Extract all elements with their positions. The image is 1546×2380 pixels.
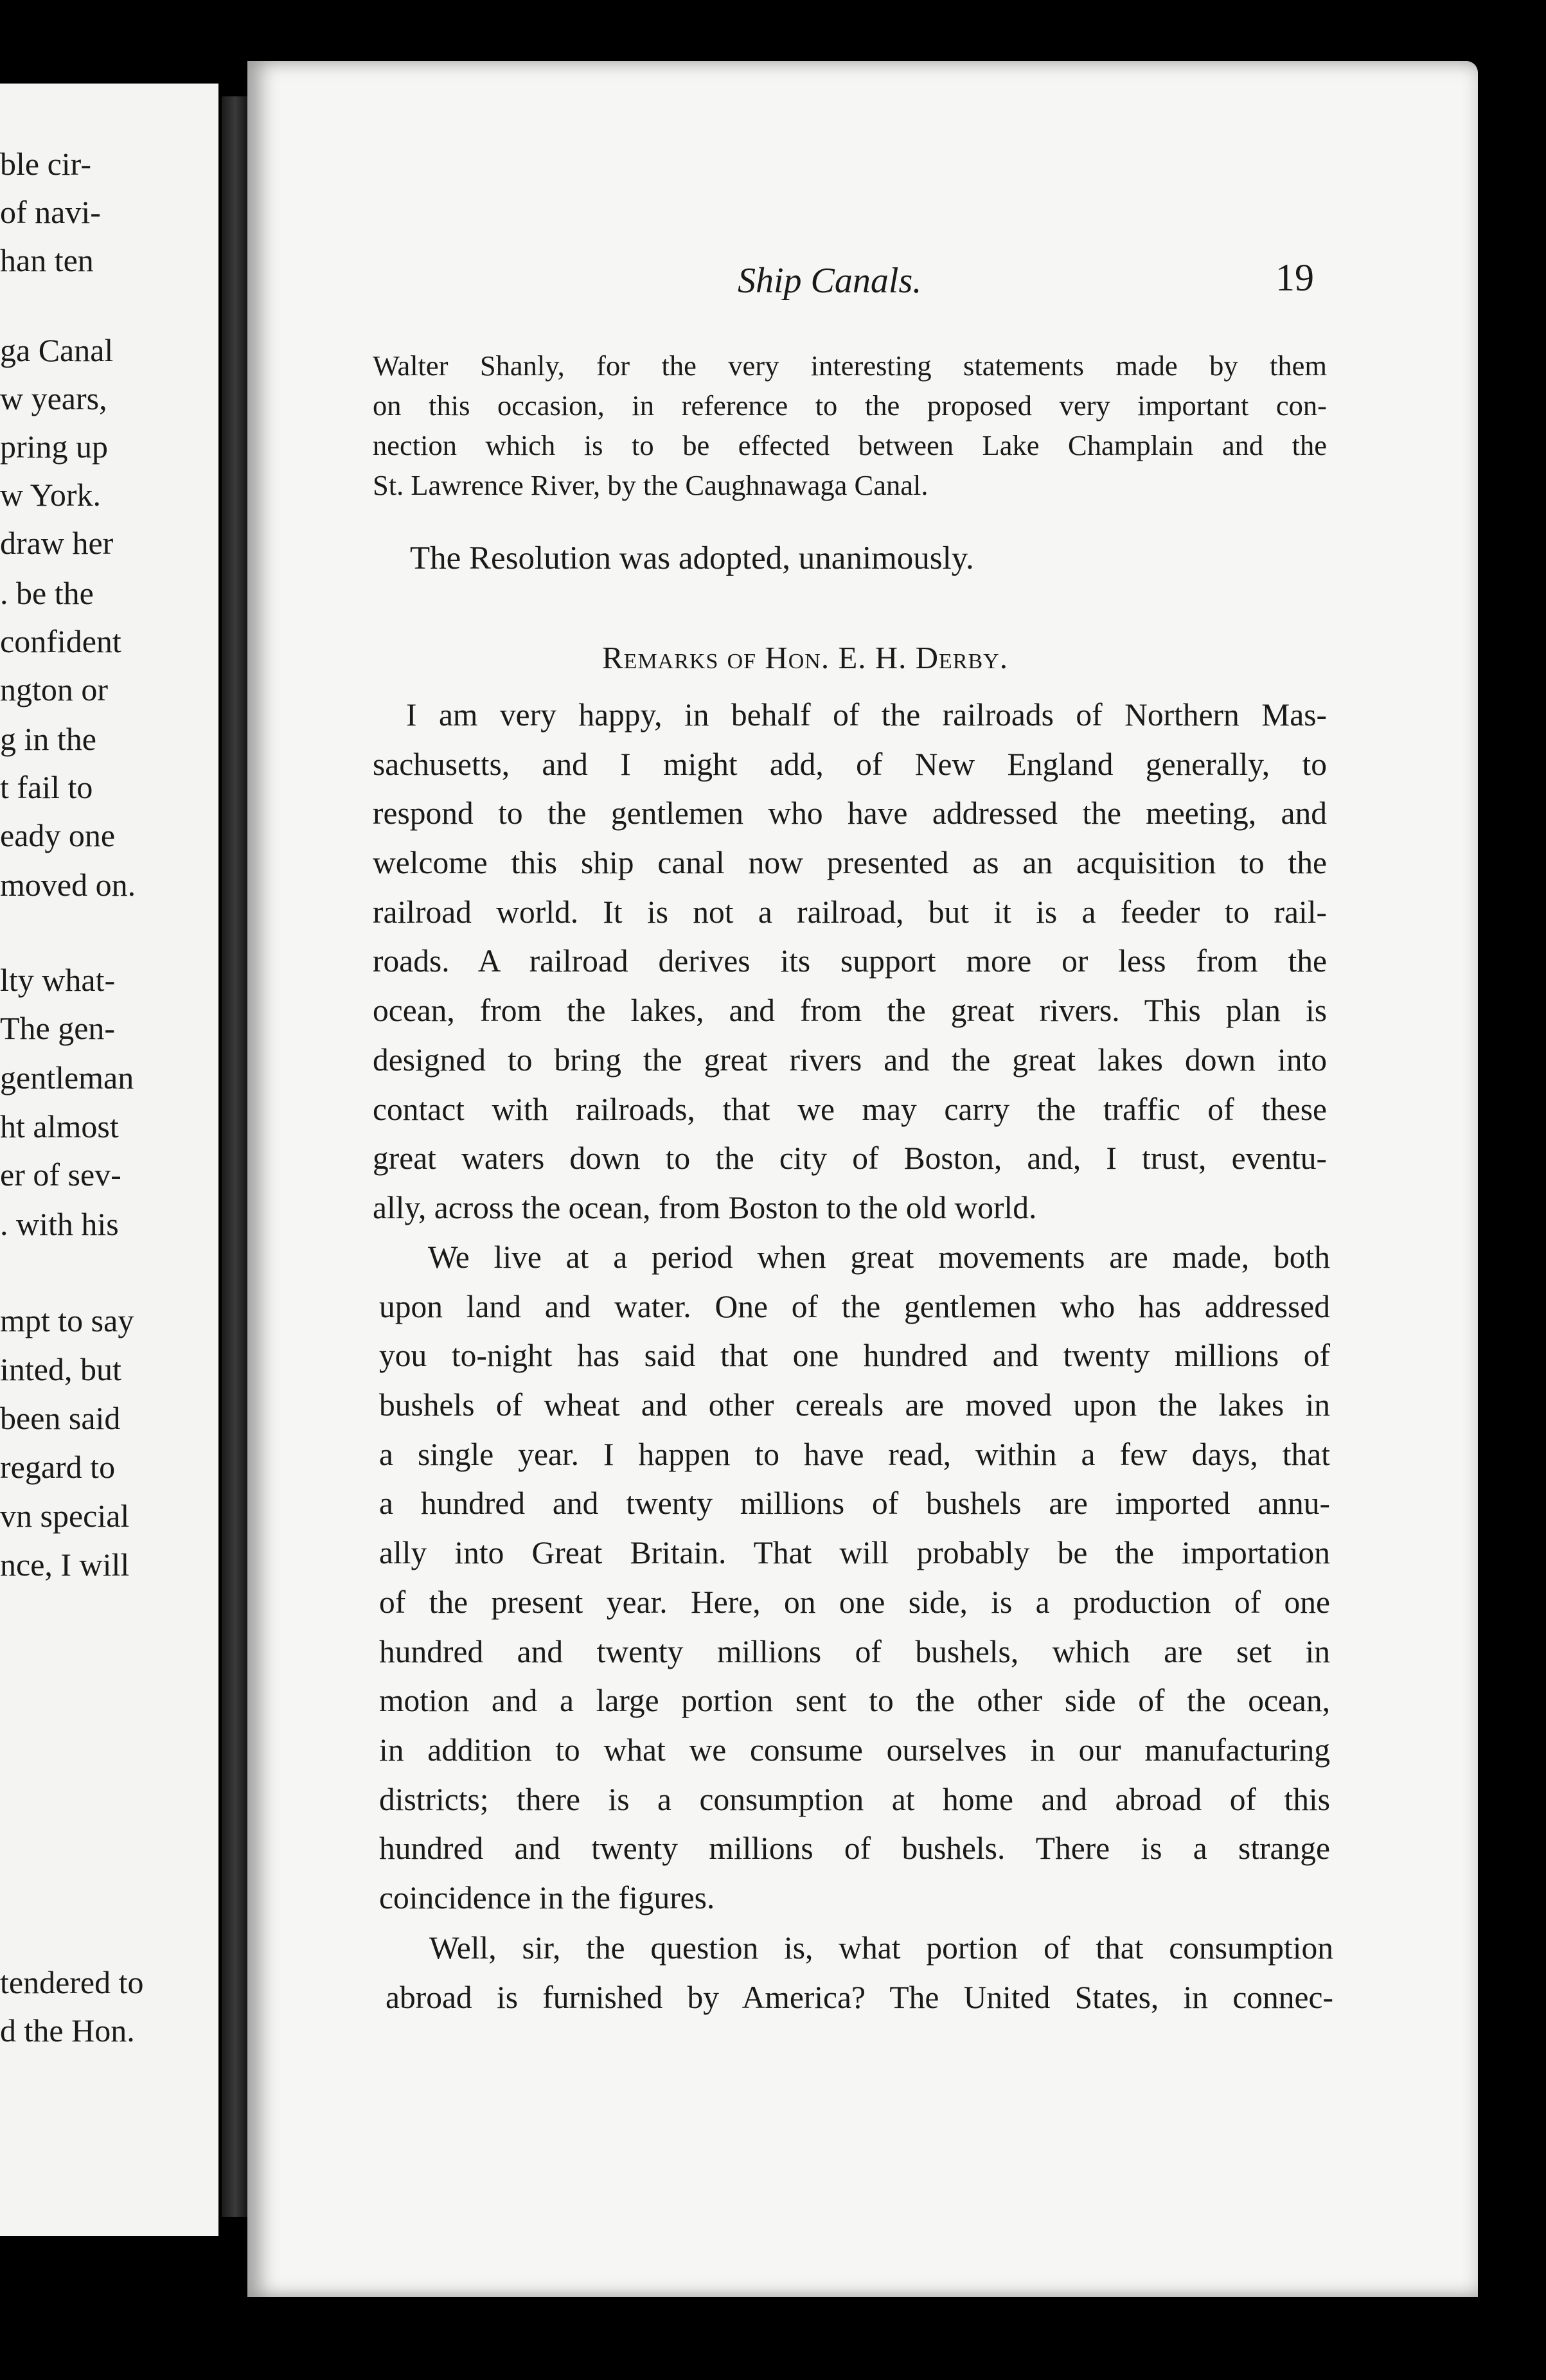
text-line: railroad world. It is not a railroad, but it is a feeder to rail- xyxy=(373,894,1327,930)
text-line: respond to the gentlemen who have addressed the meeting, and xyxy=(373,795,1327,831)
text-line: bushels of wheat and other cereals are moved upon the lakes in xyxy=(379,1387,1330,1423)
text-line: roads. A railroad derives its support more or less from the xyxy=(373,943,1327,979)
paragraph-2 xyxy=(379,1233,1330,1923)
left-page-line: mpt to say xyxy=(0,1302,134,1338)
resolution-statement: The Resolution was adopted, unanimously. xyxy=(410,540,974,576)
text-line: hundred and twenty millions of bushels, which are set in xyxy=(379,1633,1330,1669)
left-page-line: The gen- xyxy=(0,1010,116,1046)
text-line: ally, across the ocean, from Boston to the old world. xyxy=(373,1189,1037,1225)
left-page-line: been said xyxy=(0,1400,121,1436)
text-line: St. Lawrence River, by the Caughnawaga Canal. xyxy=(373,469,928,501)
text-line: Walter Shanly, for the very interesting statements made by them xyxy=(373,350,1327,382)
left-page-line: . be the xyxy=(0,575,94,611)
text-line: districts; there is a consumption at home and abroad of this xyxy=(379,1781,1330,1817)
left-page-line: . with his xyxy=(0,1206,119,1242)
left-page-fragment xyxy=(0,84,218,2236)
page-number: 19 xyxy=(1275,256,1314,299)
left-page-line: inted, but xyxy=(0,1351,121,1387)
text-line: a hundred and twenty millions of bushels are imported annu- xyxy=(379,1486,1330,1522)
text-line: great waters down to the city of Boston, and, I trust, eventu- xyxy=(373,1141,1327,1177)
left-page-line: g in the xyxy=(0,721,96,757)
text-line: sachusetts, and I might add, of New England generally, to xyxy=(373,746,1327,782)
text-line: coincidence in the figures. xyxy=(379,1879,715,1915)
text-line: We live at a period when great movements are made, both xyxy=(428,1239,1330,1275)
left-page-line: er of sev- xyxy=(0,1157,121,1193)
text-line: ocean, from the lakes, and from the great rivers. This plan is xyxy=(373,993,1327,1029)
paragraph-3 xyxy=(386,1924,1333,2022)
left-page-line: w years, xyxy=(0,380,107,416)
text-line: upon land and water. One of the gentlemen who has addressed xyxy=(379,1288,1330,1324)
text-line: hundred and twenty millions of bushels. There is a strange xyxy=(379,1831,1330,1867)
text-line: a single year. I happen to have read, within a few days, that xyxy=(379,1436,1330,1472)
section-heading: Remarks of Hon. E. H. Derby. xyxy=(602,640,1008,675)
left-page-line: vn special xyxy=(0,1498,130,1534)
intro-paragraph xyxy=(373,346,1327,505)
left-page-line: ga Canal xyxy=(0,332,114,368)
text-line: Well, sir, the question is, what portion of that consumption xyxy=(429,1930,1333,1966)
left-page-line: han ten xyxy=(0,242,94,278)
text-line: of the present year. Here, on one side, is a production of one xyxy=(379,1584,1330,1620)
left-page-line: moved on. xyxy=(0,867,136,903)
text-line: nection which is to be effected between Lake Champlain and the xyxy=(373,429,1327,461)
left-page-line: confident xyxy=(0,623,121,659)
left-page-line: ble cir- xyxy=(0,146,91,182)
text-line: motion and a large portion sent to the other side of the ocean, xyxy=(379,1683,1330,1719)
text-line: welcome this ship canal now presented as an acquisition to the xyxy=(373,845,1327,881)
text-line: designed to bring the great rivers and the great lakes down into xyxy=(373,1042,1327,1078)
text-line: in addition to what we consume ourselves in our manufacturing xyxy=(379,1732,1330,1768)
left-page-line: tendered to xyxy=(0,1964,144,2000)
left-page-line: nce, I will xyxy=(0,1547,130,1583)
book-gutter xyxy=(222,96,249,2217)
left-page-line: w York. xyxy=(0,477,102,513)
left-page-line: regard to xyxy=(0,1449,116,1485)
left-page-line: gentleman xyxy=(0,1060,134,1096)
left-page-line: of navi- xyxy=(0,194,101,230)
left-page-line: eady one xyxy=(0,817,116,853)
left-page-line: pring up xyxy=(0,429,109,465)
text-line: you to-night has said that one hundred and twenty millions of xyxy=(379,1338,1330,1374)
text-line: abroad is furnished by America? The United States, in connec- xyxy=(386,1979,1333,2015)
left-page-line: t fail to xyxy=(0,769,93,805)
left-page-line: draw her xyxy=(0,525,114,561)
left-page-line: d the Hon. xyxy=(0,2012,135,2048)
paragraph-1 xyxy=(373,691,1327,1233)
text-line: ally into Great Britain. That will probably be the importation xyxy=(379,1535,1330,1571)
running-title: Ship Canals. xyxy=(738,261,922,301)
left-page-line: lty what- xyxy=(0,962,116,998)
left-page-line: ht almost xyxy=(0,1108,119,1144)
left-page-line: ngton or xyxy=(0,671,109,707)
text-line: on this occasion, in reference to the proposed very important con- xyxy=(373,389,1327,422)
text-line: contact with railroads, that we may carry the traffic of these xyxy=(373,1091,1327,1127)
text-line: I am very happy, in behalf of the railroads of Northern Mas- xyxy=(406,697,1327,733)
